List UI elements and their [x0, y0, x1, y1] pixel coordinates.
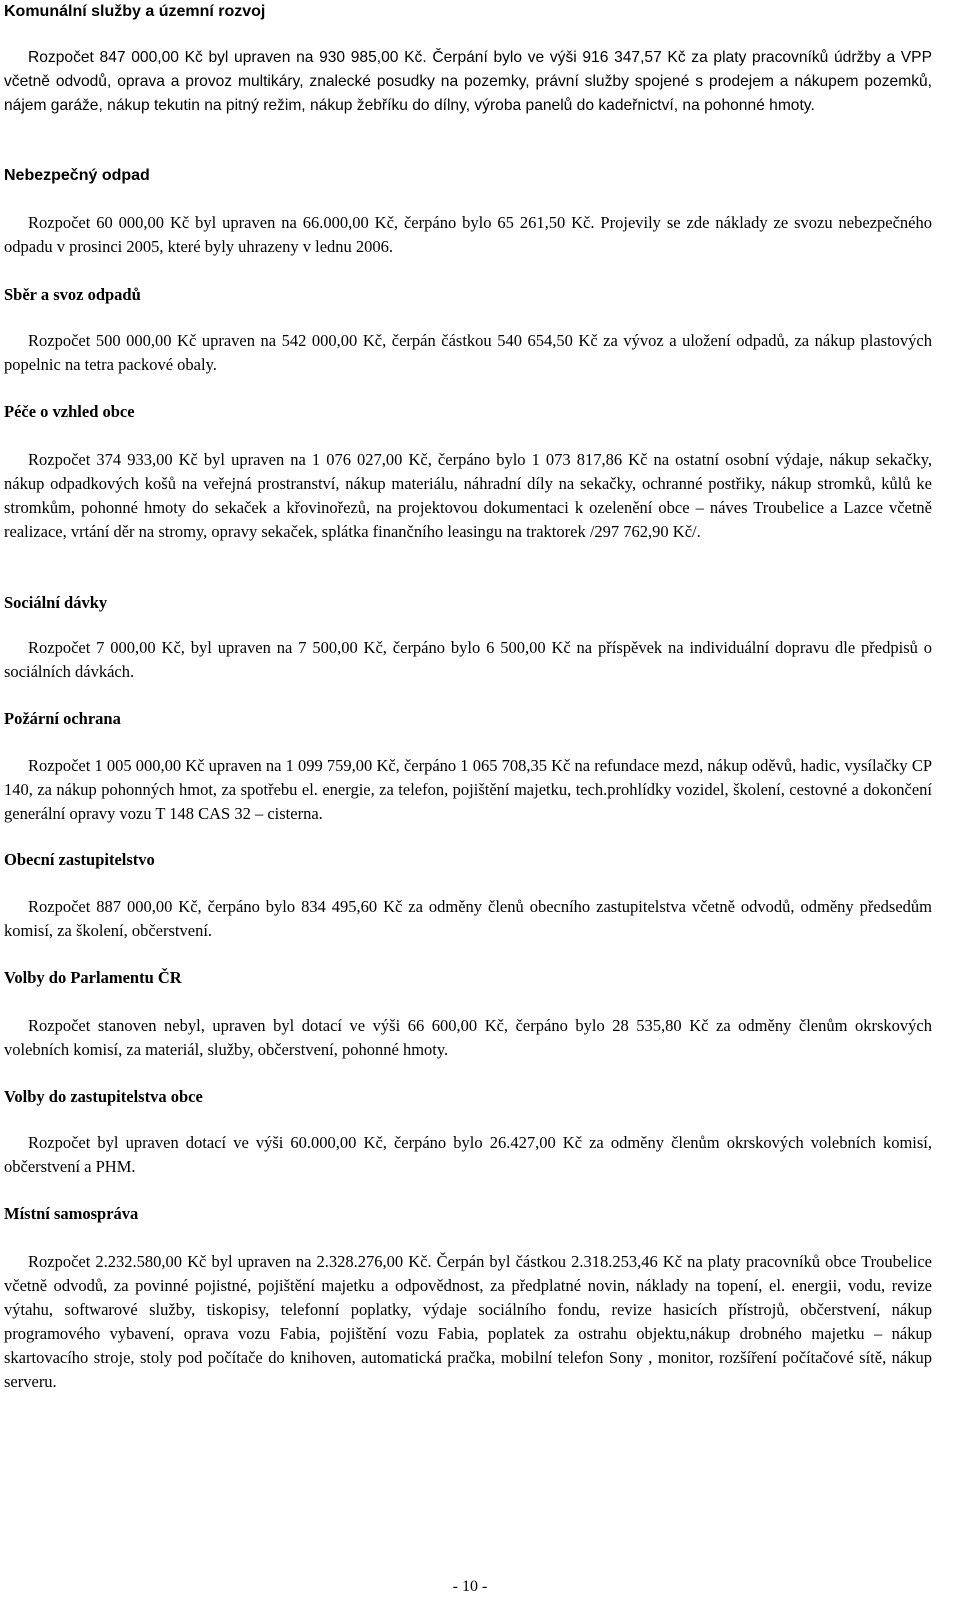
section-text-volby-zastupitelstvo: Rozpočet byl upraven dotací ve výši 60.000,00 Kč, čerpáno bylo 26.427,00 Kč za odměny členům okrskových volebních komisí, občerstvení a PHM. — [4, 1133, 932, 1176]
section-text-sber-svoz-odpadu: Rozpočet 500 000,00 Kč upraven na 542 000,00 Kč, čerpán částkou 540 654,50 Kč za vývoz a uložení odpadů, za nákup plastových popelnic na tetra packové obaly. — [4, 331, 932, 374]
section-heading-volby-zastupitelstvo: Volby do zastupitelstva obce — [4, 1087, 203, 1106]
section-text-obecni-zastupitelstvo: Rozpočet 887 000,00 Kč, čerpáno bylo 834 495,60 Kč za odměny členů obecního zastupitelstva včetně odvodů, odměny předsedům komisí, za školení, občerstvení. — [4, 897, 932, 940]
section-heading-komunalni-sluzby: Komunální služby a územní rozvoj — [4, 3, 266, 20]
section-heading-mistni-samosprava: Místní samospráva — [4, 1204, 139, 1223]
section-heading-pece-vzhled-obce: Péče o vzhled obce — [4, 402, 135, 421]
section-heading-socialni-davky: Sociální dávky — [4, 593, 108, 612]
section-text-nebezpecny-odpad: Rozpočet 60 000,00 Kč byl upraven na 66.000,00 Kč, čerpáno bylo 65 261,50 Kč. Projevily se zde náklady ze svozu nebezpečného odpadu v prosinci 2005, které byly uhrazeny v lednu 2006. — [4, 213, 932, 256]
section-text-pozarni-ochrana: Rozpočet 1 005 000,00 Kč upraven na 1 099 759,00 Kč, čerpáno 1 065 708,35 Kč na refundace mezd, nákup oděvů, hadic, vysílačky CP 140, za nákup pohonných hmot, za spotřebu el. energie, za telefon, pojištění majetku, tech.prohlídky vozidel, školení, cestovné a dokončení generální opravy vozu T 148 CAS 32 – cisterna. — [4, 756, 932, 823]
page-number: - 10 - — [452, 1578, 488, 1595]
section-heading-sber-svoz-odpadu: Sběr a svoz odpadů — [4, 285, 141, 304]
section-text-socialni-davky: Rozpočet 7 000,00 Kč, byl upraven na 7 500,00 Kč, čerpáno bylo 6 500,00 Kč na příspěvek na individuální dopravu dle předpisů o sociálních dávkách. — [4, 638, 932, 681]
section-heading-volby-parlament: Volby do Parlamentu ČR — [4, 968, 182, 987]
section-text-volby-parlament: Rozpočet stanoven nebyl, upraven byl dotací ve výši 66 600,00 Kč, čerpáno bylo 28 535,80 Kč za odměny členům okrskových volebních komisí, za materiál, služby, občerstvení, pohonné hmoty. — [4, 1016, 932, 1059]
section-text-mistni-samosprava: Rozpočet 2.232.580,00 Kč byl upraven na 2.328.276,00 Kč. Čerpán byl částkou 2.318.253,46 Kč na platy pracovníků obce Troubelice včetně odvodů, za povinné pojistné, pojištění majetku a odpovědnost, za předplatné novin, náklady na topení, el. energii, vodu, revize výtahu, softwarové služby, tiskopisy, telefonní poplatky, výdaje sociálního fondu, revize hasicích přístrojů, občerstvení, nákup programového vybavení, oprava vozu Fabia, pojištění vozu Fabia, poplatek za ostrahu objektu,nákup drobného majetku – nákup skartovacího stroje, stoly pod počítače do knihoven, automatická pračka, mobilní telefon Sony , monitor, rozšíření počítačové sítě, nákup serveru. — [4, 1252, 932, 1391]
section-heading-obecni-zastupitelstvo: Obecní zastupitelstvo — [4, 850, 155, 869]
section-heading-pozarni-ochrana: Požární ochrana — [4, 709, 121, 728]
section-heading-nebezpecny-odpad: Nebezpečný odpad — [4, 167, 150, 184]
section-text-pece-vzhled-obce: Rozpočet 374 933,00 Kč byl upraven na 1 076 027,00 Kč, čerpáno bylo 1 073 817,86 Kč na ostatní osobní výdaje, nákup sekačky, nákup odpadkových košů na veřejná prostranství, nákup materiálu, náhradní díly na sekačky, ochranné postřiky, nákup stromků, kůlů ke stromkům, pohonné hmoty do sekaček a křovinořezů, na projektovou dokumentaci k ozelenění obce – náves Troubelice a Lazce včetně realizace, vrtání děr na stromy, opravy sekaček, splátka finančního leasingu na traktorek /297 762,90 Kč/. — [4, 450, 932, 541]
section-text-komunalni-sluzby: Rozpočet 847 000,00 Kč byl upraven na 930 985,00 Kč. Čerpání bylo ve výši 916 347,57 Kč za platy pracovníků údržby a VPP včetně odvodů, oprava a provoz multikáry, znalecké posudky na pozemky, právní služby spojené s prodejem a nákupem pozemků, nájem garáže, nákup tekutin na pitný režim, nákup žebříku do dílny, výroba panelů do kadeřnictví, na pohonné hmoty. — [4, 49, 932, 114]
